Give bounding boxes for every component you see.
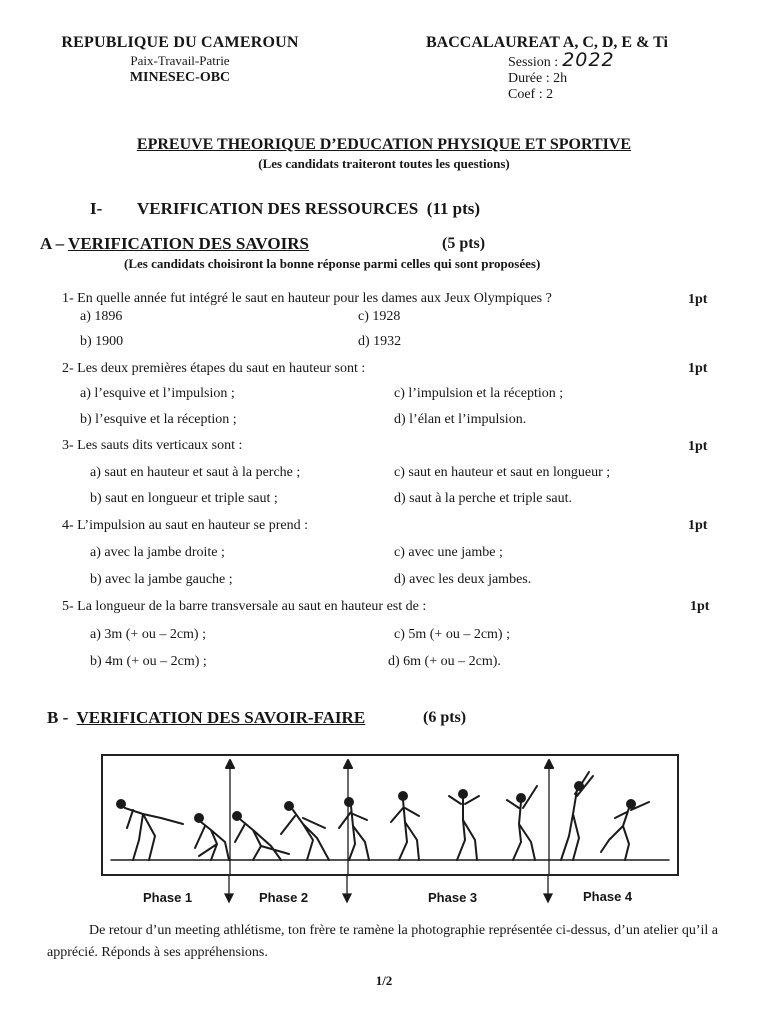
athlete-throw-sequence-illustration bbox=[103, 756, 677, 874]
phase-4-label: Phase 4 bbox=[583, 889, 633, 904]
question-3-text: 3- Les sauts dits verticaux sont : bbox=[62, 438, 243, 453]
exam-meta bbox=[508, 49, 668, 103]
question-2-option-a: a) l’esquive et l’impulsion ; bbox=[80, 386, 235, 401]
question-5-option-a: a) 3m (+ ou – 2cm) ; bbox=[90, 627, 206, 642]
part-label: VERIFICATION DES RESSOURCES bbox=[137, 199, 419, 218]
coefficient: Coef : 2 bbox=[508, 87, 554, 102]
question-5-points: 1pt bbox=[690, 599, 710, 614]
question-3-option-d: d) saut à la perche et triple saut. bbox=[394, 491, 573, 506]
question-5-option-c: c) 5m (+ ou – 2cm) ; bbox=[394, 627, 510, 642]
question-4-option-c: c) avec une jambe ; bbox=[394, 545, 503, 560]
question-1-text: 1- En quelle année fut intégré le saut en hauteur pour les dames aux Jeux Olympiques ? bbox=[62, 291, 552, 306]
national-motto: Paix-Travail-Patrie bbox=[130, 53, 230, 68]
question-1-option-d: d) 1932 bbox=[358, 334, 402, 349]
question-3-points: 1pt bbox=[688, 439, 708, 454]
organization: MINESEC-OBC bbox=[129, 70, 231, 85]
part-number: I- bbox=[90, 199, 103, 218]
header-right bbox=[426, 34, 668, 103]
athlete-sequence-figure bbox=[101, 754, 679, 876]
section-a-points: (5 pts) bbox=[442, 235, 486, 252]
question-4-option-b: b) avec la jambe gauche ; bbox=[90, 572, 233, 587]
section-b-label: VERIFICATION DES SAVOIR-FAIRE bbox=[76, 708, 366, 727]
part-points: (11 pts) bbox=[426, 199, 481, 218]
question-3-option-c: c) saut en hauteur et saut en longueur ; bbox=[394, 465, 611, 480]
question-1-option-c: c) 1928 bbox=[358, 309, 401, 324]
section-a-note: (Les candidats choisiront la bonne réponse parmi celles qui sont proposées) bbox=[124, 256, 541, 271]
instruction-paragraph: De retour d’un meeting athlétisme, ton frère te ramène la photographie représentée ci-dessus, d’un atelier qu’il a apprécié. Réponds à ses appréhensions. bbox=[47, 923, 718, 960]
question-4-points: 1pt bbox=[688, 518, 708, 533]
section-a-heading bbox=[40, 234, 309, 254]
page-number: 1/2 bbox=[375, 973, 393, 988]
section-b-points: (6 pts) bbox=[423, 709, 467, 726]
question-2-option-d: d) l’élan et l’impulsion. bbox=[394, 412, 527, 427]
section-b-heading bbox=[47, 708, 365, 728]
question-3-option-b: b) saut en longueur et triple saut ; bbox=[90, 491, 278, 506]
question-2-points: 1pt bbox=[688, 361, 708, 376]
question-2-option-c: c) l’impulsion et la réception ; bbox=[394, 386, 564, 401]
section-a-label: VERIFICATION DES SAVOIRS bbox=[68, 234, 309, 253]
question-4-option-a: a) avec la jambe droite ; bbox=[90, 545, 225, 560]
question-4-option-d: d) avec les deux jambes. bbox=[394, 572, 532, 587]
question-4-text: 4- L’impulsion au saut en hauteur se prend : bbox=[62, 518, 308, 533]
phase-3-label: Phase 3 bbox=[428, 890, 478, 905]
duration: Durée : 2h bbox=[508, 71, 568, 86]
phase-2-label: Phase 2 bbox=[259, 890, 309, 905]
country-name: REPUBLIQUE DU CAMEROUN bbox=[61, 34, 299, 51]
question-1-points: 1pt bbox=[688, 292, 708, 307]
session-line bbox=[508, 49, 668, 71]
exam-title: BACCALAUREAT A, C, D, E & Ti bbox=[426, 34, 668, 51]
question-5-text: 5- La longueur de la barre transversale au saut en hauteur est de : bbox=[62, 599, 427, 614]
section-a-prefix: A – bbox=[40, 234, 65, 253]
question-2-text: 2- Les deux premières étapes du saut en hauteur sont : bbox=[62, 361, 366, 376]
phase-1-label: Phase 1 bbox=[143, 890, 193, 905]
header-left bbox=[40, 34, 320, 86]
question-3-option-a: a) saut en hauteur et saut à la perche ; bbox=[90, 465, 301, 480]
section-b-prefix: B - bbox=[47, 708, 69, 727]
question-5-option-b: b) 4m (+ ou – 2cm) ; bbox=[90, 654, 207, 669]
document-title: EPREUVE THEORIQUE D’EDUCATION PHYSIQUE ET SPORTIVE bbox=[136, 136, 632, 153]
session-value: 2022 bbox=[562, 49, 615, 71]
question-2-option-b: b) l’esquive et la réception ; bbox=[80, 412, 237, 427]
question-5-option-d: d) 6m (+ ou – 2cm). bbox=[388, 654, 501, 669]
document-subtitle: (Les candidats traiteront toutes les questions) bbox=[258, 156, 510, 171]
part-heading bbox=[137, 199, 480, 219]
question-1-option-a: a) 1896 bbox=[80, 309, 123, 324]
question-1-option-b: b) 1900 bbox=[80, 334, 124, 349]
session-label: Session : bbox=[508, 55, 559, 70]
